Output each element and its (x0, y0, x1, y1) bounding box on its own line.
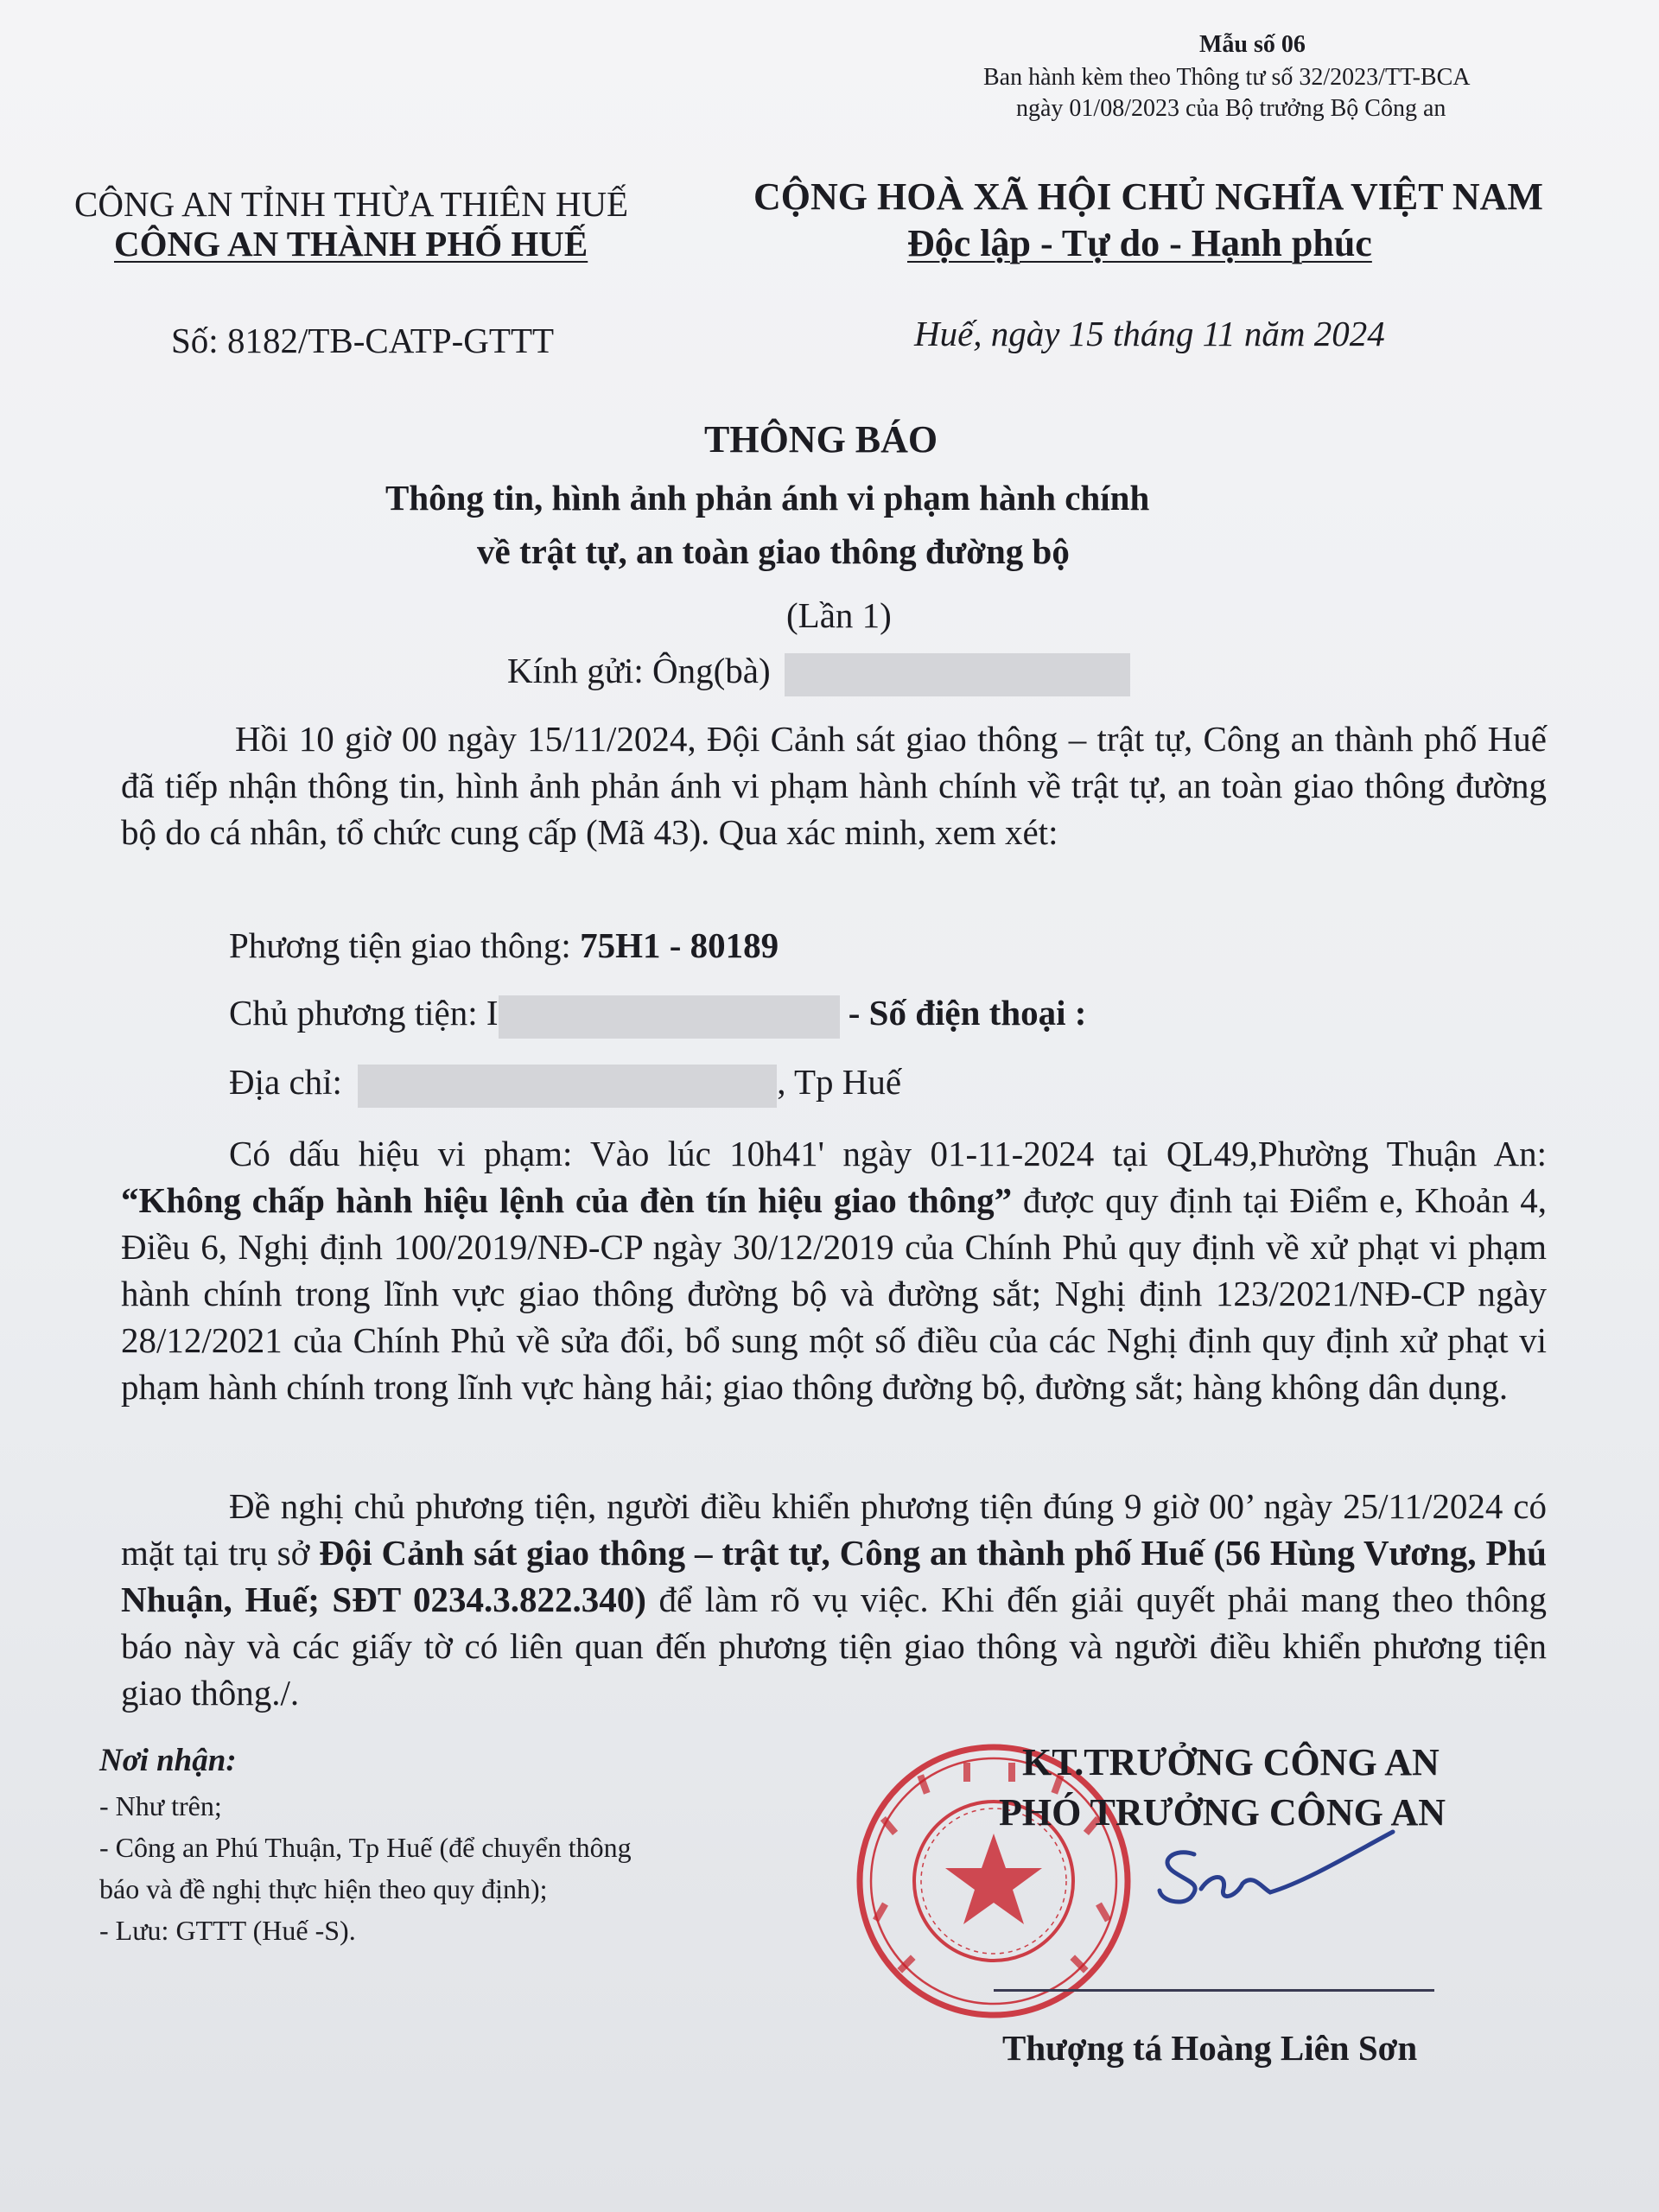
request-place: Đội Cảnh sát giao thông – trật tự, Công an thành phố Huế (56 Hùng Vương, Phú Nhuận, Huế; SĐT 0234.3.822.340) (121, 1533, 1547, 1619)
phone-label: - Số điện thoại : (848, 993, 1087, 1033)
signature-title1: KT.TRƯỞNG CÔNG AN (1022, 1741, 1440, 1783)
address-label: Địa chỉ: (229, 1062, 342, 1102)
address-line (229, 1061, 901, 1108)
violation-title: “Không chấp hành hiệu lệnh của đèn tín hiệu giao thông” (121, 1180, 1013, 1220)
intro-paragraph (121, 715, 1547, 855)
handwritten-signature-icon (1141, 1821, 1400, 1925)
owner-label: Chủ phương tiện: (229, 993, 478, 1033)
owner-line (229, 992, 1086, 1039)
owner-partial: I (486, 993, 499, 1033)
signature-title2: PHÓ TRƯỞNG CÔNG AN (999, 1791, 1446, 1834)
address-city: , Tp Huế (777, 1062, 902, 1102)
number-label: Số: (171, 321, 219, 360)
title-sub1: Thông tin, hình ảnh phản ánh vi phạm hành chính (385, 478, 1150, 518)
redacted-address (358, 1065, 777, 1108)
vehicle-plate: 75H1 - 80189 (580, 925, 779, 965)
number-value: 8182/TB-CATP-GTTT (226, 321, 555, 360)
document-title: THÔNG BÁO (704, 418, 938, 461)
recipient-item: báo và đề nghị thực hiện theo quy định); (99, 1873, 548, 1904)
agency-name: CÔNG AN THÀNH PHỐ HUẾ (114, 224, 588, 264)
recipient-label: Kính gửi: Ông(bà) (507, 651, 771, 690)
form-code: Mẫu số 06 (1199, 31, 1306, 58)
title-sub2: về trật tự, an toàn giao thông đường bộ (477, 531, 1070, 571)
vehicle-label: Phương tiện giao thông: (229, 925, 571, 965)
violation-lead: Có dấu hiệu vi phạm: Vào lúc 10h41' ngày 01-11-2024 tại QL49,Phường Thuận An: (229, 1134, 1547, 1173)
recipient-item: - Lưu: GTTT (Huế -S). (99, 1915, 356, 1946)
nation-motto: Độc lập - Tự do - Hạnh phúc (907, 222, 1372, 264)
form-note-line1: Ban hành kèm theo Thông tư số 32/2023/TT-BCA (983, 64, 1471, 91)
document-number (171, 320, 554, 361)
place-date: Huế, ngày 15 tháng 11 năm 2024 (914, 314, 1385, 353)
recipient-item: - Như trên; (99, 1790, 222, 1821)
recipients-title: Nơi nhận: (99, 1743, 237, 1778)
request-paragraph (121, 1483, 1547, 1716)
nation-name: CỘNG HOÀ XÃ HỘI CHỦ NGHĨA VIỆT NAM (753, 175, 1543, 218)
form-note-line2: ngày 01/08/2023 của Bộ trưởng Bộ Công an (1016, 95, 1446, 122)
signature-underline (994, 1989, 1434, 1992)
request-lead: Đề nghị chủ phương tiện, người điều khiển phương tiện đúng 9 giờ 00’ ngày 25/11/2024 có mặt tại trụ sở (121, 1486, 1547, 1573)
intro-text: Hồi 10 giờ 00 ngày 15/11/2024, Đội Cảnh sát giao thông – trật tự, Công an thành phố Huế đã tiếp nhận thông tin, hình ảnh phản ánh vi phạm hành chính về trật tự, an toàn giao thông đường bộ do cá nhân, tổ chức cung cấp (Mã 43). Qua xác minh, xem xét: (121, 719, 1547, 852)
redacted-owner (499, 995, 840, 1039)
signer-name: Thượng tá Hoàng Liên Sơn (1002, 2028, 1418, 2068)
recipient-item: - Công an Phú Thuận, Tp Huế (để chuyển thông (99, 1832, 632, 1863)
redacted-name (785, 653, 1130, 696)
vehicle-line (229, 925, 779, 966)
parent-agency: CÔNG AN TỈNH THỪA THIÊN HUẾ (74, 184, 629, 224)
recipient-line (507, 650, 1130, 696)
recipients-list (99, 1785, 632, 1951)
violation-rest: được quy định tại Điểm e, Khoản 4, Điều 6, Nghị định 100/2019/NĐ-CP ngày 30/12/2019 của Chính Phủ quy định về xử phạt vi phạm hành chính trong lĩnh vực giao thông đường bộ và đường sắt; Nghị định 123/2021/NĐ-CP ngày 28/12/2021 của Chính Phủ về sửa đổi, bổ sung một số điều của các Nghị định quy định xử phạt vi phạm hành chính trong lĩnh vực hàng hải; giao thông đường bộ, đường sắt; hàng không dân dụng. (121, 1180, 1547, 1407)
request-rest: để làm rõ vụ việc. Khi đến giải quyết phải mang theo thông báo này và các giấy tờ có liên quan đến phương tiện giao thông và người điều khiển phương tiện giao thông./. (121, 1580, 1548, 1713)
violation-paragraph (121, 1130, 1547, 1410)
title-round: (Lần 1) (786, 595, 892, 635)
